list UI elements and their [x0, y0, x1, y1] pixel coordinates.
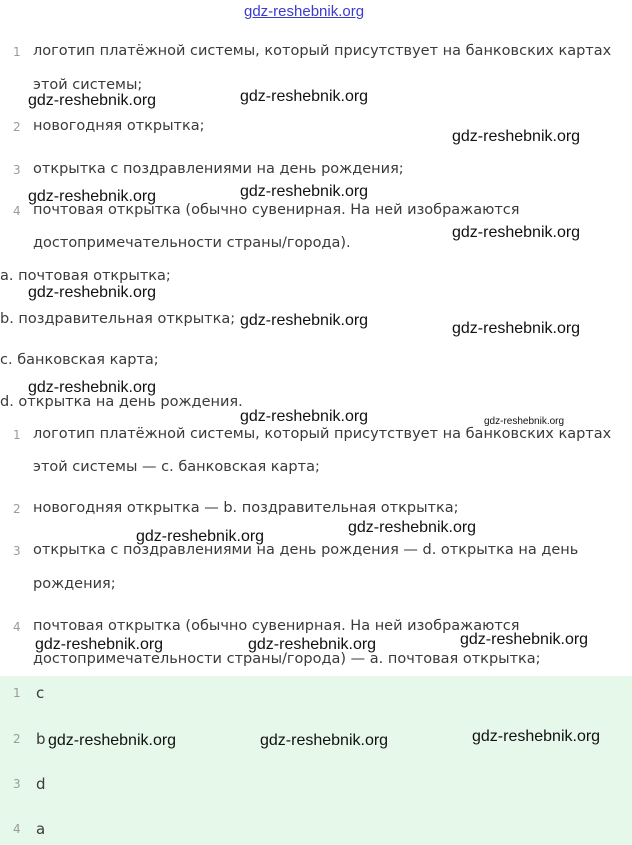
question-number: 3	[13, 163, 21, 177]
answer-number: 3	[13, 777, 21, 791]
answer-value: b	[36, 730, 46, 748]
answer-number: 1	[13, 686, 21, 700]
match-text: почтовая открытка (обычно сувенирная. На ней изображаются	[33, 618, 520, 634]
watermark-text: gdz-reshebnik.org	[452, 128, 581, 145]
question-text: почтовая открытка (обычно сувенирная. На ней изображаются	[33, 202, 520, 218]
watermark-text: gdz-reshebnik.org	[240, 312, 369, 329]
watermark-text: gdz-reshebnik.org	[28, 92, 157, 109]
watermark-text: gdz-reshebnik.org	[136, 528, 265, 545]
match-text: рождения;	[33, 576, 116, 592]
question-number: 1	[13, 45, 21, 59]
watermark-text: gdz-reshebnik.org	[48, 732, 177, 749]
option-item: d. открытка на день рождения.	[0, 394, 243, 410]
watermark-text: gdz-reshebnik.org	[484, 416, 565, 427]
watermark-text: gdz-reshebnik.org	[452, 320, 581, 337]
option-item: a. почтовая открытка;	[0, 268, 171, 284]
match-text: открытка с поздравлениями на день рождения — d. открытка на день	[33, 542, 579, 558]
match-number: 2	[13, 502, 21, 516]
watermark-text: gdz-reshebnik.org	[240, 408, 369, 425]
answer-value: a	[36, 820, 46, 838]
question-number: 4	[13, 204, 21, 218]
watermark-text: gdz-reshebnik.org	[248, 636, 377, 653]
answer-panel	[0, 676, 632, 845]
watermark-text: gdz-reshebnik.org	[28, 379, 157, 396]
question-number: 2	[13, 120, 21, 134]
question-text: открытка с поздравлениями на день рождения;	[33, 161, 404, 177]
match-number: 4	[13, 620, 21, 634]
answer-number: 4	[13, 822, 21, 836]
watermark-text: gdz-reshebnik.org	[28, 284, 157, 301]
match-number: 1	[13, 428, 21, 442]
option-item: b. поздравительная открытка;	[0, 311, 236, 327]
match-text: этой системы — c. банковская карта;	[33, 459, 320, 475]
watermark-text: gdz-reshebnik.org	[452, 224, 581, 241]
answer-value: d	[36, 775, 46, 793]
watermark-text: gdz-reshebnik.org	[348, 519, 477, 536]
match-text: новогодняя открытка — b. поздравительная открытка;	[33, 500, 459, 516]
answer-number: 2	[13, 732, 21, 746]
match-number: 3	[13, 544, 21, 558]
watermark-text: gdz-reshebnik.org	[460, 631, 589, 648]
answer-value: c	[36, 684, 45, 702]
watermark-text: gdz-reshebnik.org	[472, 728, 601, 745]
question-text: этой системы;	[33, 77, 143, 93]
watermark-text: gdz-reshebnik.org	[260, 732, 389, 749]
question-text: логотип платёжной системы, который присутствует на банковских картах	[33, 43, 612, 59]
watermark-text: gdz-reshebnik.org	[28, 188, 157, 205]
match-text: достопримечательности страны/города) — a. почтовая открытка;	[33, 651, 541, 667]
option-item: c. банковская карта;	[0, 352, 159, 368]
watermark-link[interactable]: gdz-reshebnik.org	[244, 3, 365, 20]
question-text: достопримечательности страны/города).	[33, 235, 351, 251]
match-text: логотип платёжной системы, который присутствует на банковских картах	[33, 426, 612, 442]
watermark-text: gdz-reshebnik.org	[240, 183, 369, 200]
watermark-text: gdz-reshebnik.org	[240, 88, 369, 105]
watermark-text: gdz-reshebnik.org	[35, 636, 164, 653]
question-text: новогодняя открытка;	[33, 118, 205, 134]
